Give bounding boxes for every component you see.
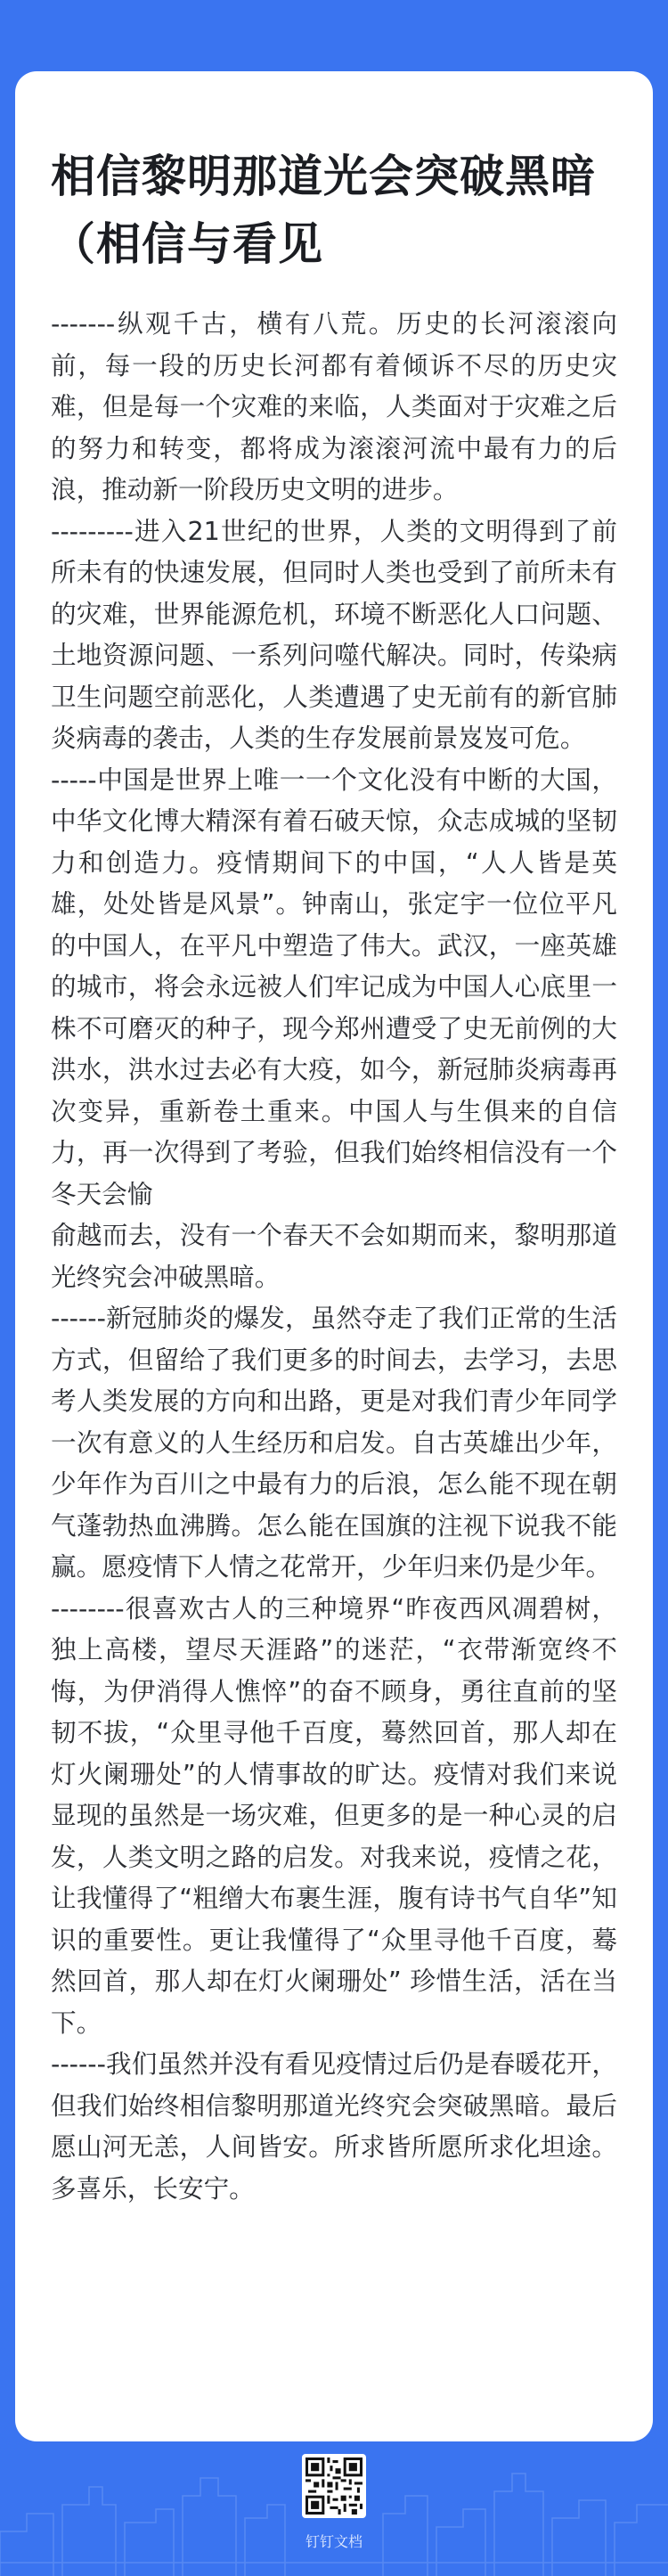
paragraph: ------新冠肺炎的爆发，虽然夺走了我们正常的生活方式，但留给了我们更多的时间去，去学习，去思考人类发展的方向和出路，更是对我们青少年同学一次有意义的人生经历和启发。自古英雄出少年，少年作为百川之中最有力的后浪，怎么能不现在朝气蓬勃热血沸腾。怎么能在国旗的注视下说我不能赢。愿疫情下人情之花常开，少年归来仍是少年。 — [51, 1303, 617, 1582]
paragraph: --------很喜欢古人的三种境界“昨夜西风凋碧树，独上高楼，望尽天涯路”的迷茫，“衣带渐宽终不悔，为伊消得人憔悴”的奋不顾身，勇往直前的坚韧不拔，“众里寻他千百度，蓦然回首，那人却在灯火阑珊处”的人情事故的旷达。疫情对我们来说显现的虽然是一场灾难，但更多的是一种心灵的启发，人类文明之路的启发。对我来说，疫情之花，让我懂得了“粗缯大布裹生涯，腹有诗书气自华”知识的重要性。更让我懂得了“众里寻他千百度，蓦然回首，那人却在灯火阑珊处” 珍惜生活，活在当下。 — [51, 1592, 617, 2038]
brand-name: 钉钉文档 — [305, 2533, 363, 2550]
paragraph: 俞越而去，没有一个春天不会如期而来，黎明那道光终究会冲破黑暗。 — [51, 1220, 617, 1292]
paragraph: ---------进入21世纪的世界，人类的文明得到了前所未有的快速发展，但同时人类也受到了前所未有的灾难，世界能源危机，环境不断恶化人口问题、土地资源问题、一系列问噬代解决。同时，传染病卫生问题空前恶化，人类遭遇了史无前有的新官肺炎病毒的袭击，人类的生存发展前景岌岌可危。 — [51, 515, 617, 753]
document-body — [51, 303, 617, 2209]
footer — [0, 2441, 668, 2576]
paragraph: -----中国是世界上唯一一个文化没有中断的大国，中华文化博大精深有着石破天惊，众志成城的坚韧力和创造力。疫情期间下的中国，“人人皆是英雄，处处皆是风景”。钟南山，张定宇一位位平凡的中国人，在平凡中塑造了伟大。武汉，一座英雄的城市，将会永远被人们牢记成为中国人心底里一株不可磨灭的种子，现今郑州遭受了史无前例的大洪水，洪水过去必有大疫，如今，新冠肺炎病毒再次变异，重新卷土重来。中国人与生俱来的自信力，再一次得到了考验，但我们始终相信没有一个冬天会愉 — [51, 764, 617, 1209]
document-title: 相信黎明那道光会突破黑暗（相信与看见 — [51, 151, 596, 270]
qr-code-icon — [305, 2457, 363, 2515]
paragraph: ------我们虽然并没有看见疫情过后仍是春暖花开，但我们始终相信黎明那道光终究会突破黑暗。最后愿山河无恙，人间皆安。所求皆所愿所求化坦途。多喜乐，长安宁。 — [51, 2049, 617, 2204]
paragraph: -------纵观千古，横有八荒。历史的长河滚滚向前，每一段的历史长河都有着倾诉不尽的历史灾难，但是每一个灾难的来临，人类面对于灾难之后的努力和转变，都将成为滚滚河流中最有力的后浪，推动新一阶段历史文明的进步。 — [51, 308, 617, 504]
qr-code[interactable] — [302, 2454, 366, 2518]
document-card — [15, 71, 653, 2441]
